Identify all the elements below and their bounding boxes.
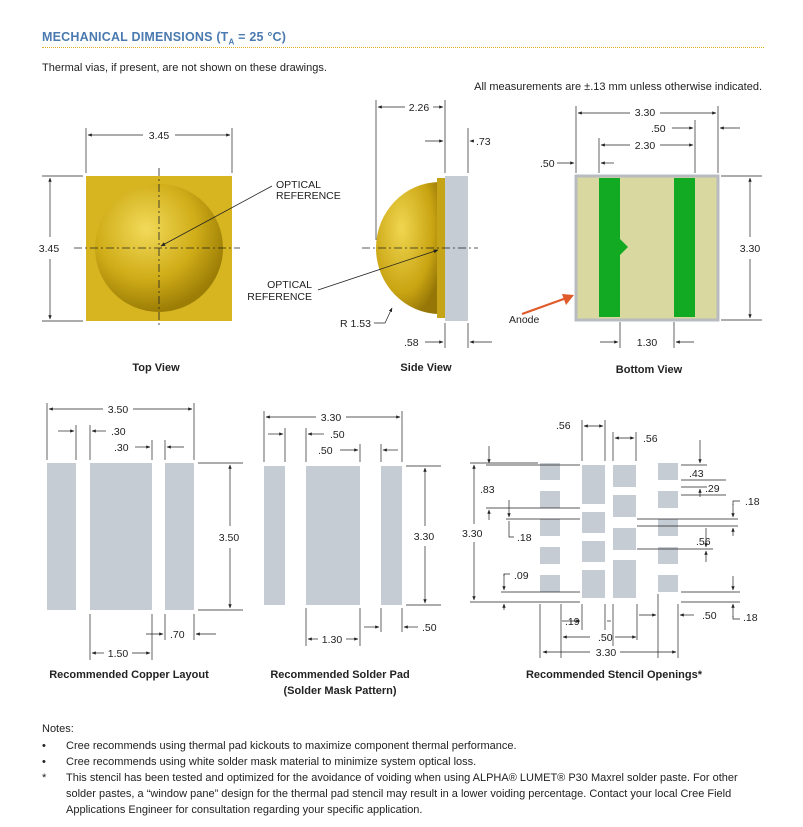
bottom-view-pad: 1.30 — [636, 337, 658, 349]
copper-pad-right — [165, 463, 194, 610]
stencil-opening — [582, 541, 605, 562]
note-item — [42, 738, 764, 754]
bottom-view-cathode-pad — [674, 178, 695, 317]
top-view-height: 3.45 — [38, 243, 60, 255]
top-view-width: 3.45 — [148, 130, 170, 142]
stencil-opening — [582, 512, 605, 533]
stencil-opening — [540, 491, 560, 508]
bottom-view-height: 3.30 — [739, 243, 761, 255]
solder-layout — [264, 411, 441, 697]
note-item — [42, 770, 764, 818]
stencil-d19: .19 — [565, 616, 580, 628]
stencil-opening — [540, 547, 560, 564]
copper-layout — [47, 403, 243, 681]
stencil-opening — [613, 528, 636, 550]
solder-caption-1: Recommended Solder Pad — [270, 669, 410, 681]
side-view — [247, 100, 492, 374]
bottom-view-body — [576, 176, 718, 320]
note-text: This stencil has been tested and optimized for the avoidance of voiding when using ALPHA® LUMET® P30 Maxrel solder paste. For other solder pastes, a “window pane” design for the thermal pad stencil may result in a lower voiding percentage. Contact your local Cree Field Applications Engineer for consultation regarding your specific application. — [66, 772, 738, 816]
note-text: Cree recommends using thermal pad kickouts to maximize component thermal performance. — [66, 740, 517, 752]
solder-pad-right — [381, 466, 402, 605]
bottom-view-width: 3.30 — [634, 107, 656, 119]
stencil-d83: .83 — [480, 484, 495, 496]
solder-caption-2: (Solder Mask Pattern) — [283, 685, 397, 697]
solder-pad-left — [264, 466, 285, 605]
stencil-opening — [658, 547, 678, 564]
top-view-ref-2: REFERENCE — [276, 190, 341, 202]
bottom-view-left: .50 — [540, 158, 555, 170]
stencil-d18a: .18 — [745, 496, 760, 508]
solder-height: 3.30 — [413, 531, 435, 543]
top-view-caption: Top View — [132, 362, 180, 374]
copper-gap2: .30 — [114, 442, 129, 454]
solder-width: 3.30 — [320, 412, 342, 424]
stencil-opening — [613, 560, 636, 598]
stencil-d09: .09 — [514, 570, 529, 582]
side-view-substrate — [445, 176, 468, 321]
notes-section — [42, 721, 764, 818]
stencil-d43: .43 — [689, 468, 704, 480]
page-title: MECHANICAL DIMENSIONS ($T_A = 25$ °C) — [42, 30, 287, 47]
side-view-radius: R 1.53 — [340, 318, 371, 330]
stencil-d50a: .50 — [598, 632, 613, 644]
stencil-d18b: .18 — [517, 532, 532, 544]
note-item — [42, 754, 764, 770]
stencil-opening — [658, 519, 678, 536]
side-view-caption: Side View — [400, 362, 452, 374]
bottom-view-caption: Bottom View — [615, 364, 683, 376]
solder-pad-center — [306, 466, 360, 605]
stencil-opening — [582, 570, 605, 598]
stencil-opening — [613, 495, 636, 517]
stencil-opening — [658, 575, 678, 592]
solder-pad: 1.30 — [321, 634, 343, 646]
bottom-view-anode: Anode — [509, 314, 540, 326]
side-view-thickness: .73 — [476, 136, 491, 148]
side-view-ref-1: OPTICAL — [267, 279, 312, 291]
stencil-opening — [613, 465, 636, 487]
copper-pad-left — [47, 463, 76, 610]
stencil-d29: .29 — [705, 483, 720, 495]
stencil-opening — [540, 575, 560, 592]
copper-height: 3.50 — [218, 532, 240, 544]
note-bullet: • — [42, 740, 46, 752]
stencil-d330v: 3.30 — [462, 528, 483, 540]
stencil-caption: Recommended Stencil Openings* — [525, 669, 703, 681]
bottom-view-gap: .50 — [651, 123, 666, 135]
solder-gap1: .50 — [330, 429, 345, 441]
top-view — [39, 128, 341, 374]
copper-caption: Recommended Copper Layout — [49, 669, 209, 681]
note-bullet: • — [42, 756, 46, 768]
note-text: Cree recommends using white solder mask material to minimize system optical loss. — [66, 756, 477, 768]
stencil-d330h: 3.30 — [595, 647, 617, 659]
stencil-d50b: .50 — [702, 610, 717, 622]
bottom-view — [509, 106, 762, 376]
stencil-opening — [658, 491, 678, 508]
stencil-opening — [540, 463, 560, 480]
top-view-ref-1: OPTICAL — [276, 179, 321, 191]
stencil-opening — [582, 465, 605, 504]
stencil-opening — [658, 463, 678, 480]
solder-side: .50 — [422, 622, 437, 634]
stencil-d56c: .56 — [696, 536, 711, 548]
side-view-ref-2: REFERENCE — [247, 291, 312, 303]
notes-heading: Notes: — [42, 723, 74, 735]
stencil-d18c: .18 — [743, 612, 758, 624]
copper-pad-center — [90, 463, 152, 610]
side-view-width: 2.26 — [408, 102, 430, 114]
copper-gap1: .30 — [111, 426, 126, 438]
stencil-d56a: .56 — [556, 420, 571, 432]
measurement-tolerance: All measurements are ±.13 mm unless otherwise indicated. — [474, 81, 762, 93]
copper-side: .70 — [170, 629, 185, 641]
stencil-layout — [462, 420, 760, 681]
bottom-view-inner: 2.30 — [634, 140, 656, 152]
copper-pad: 1.50 — [107, 648, 129, 660]
intro-text: Thermal vias, if present, are not shown on these drawings. — [42, 62, 327, 74]
note-bullet: * — [42, 772, 47, 784]
copper-width: 3.50 — [107, 404, 129, 416]
solder-gap2: .50 — [318, 445, 333, 457]
side-view-base: .58 — [404, 337, 419, 349]
stencil-opening — [540, 519, 560, 536]
stencil-d56b: .56 — [643, 433, 658, 445]
